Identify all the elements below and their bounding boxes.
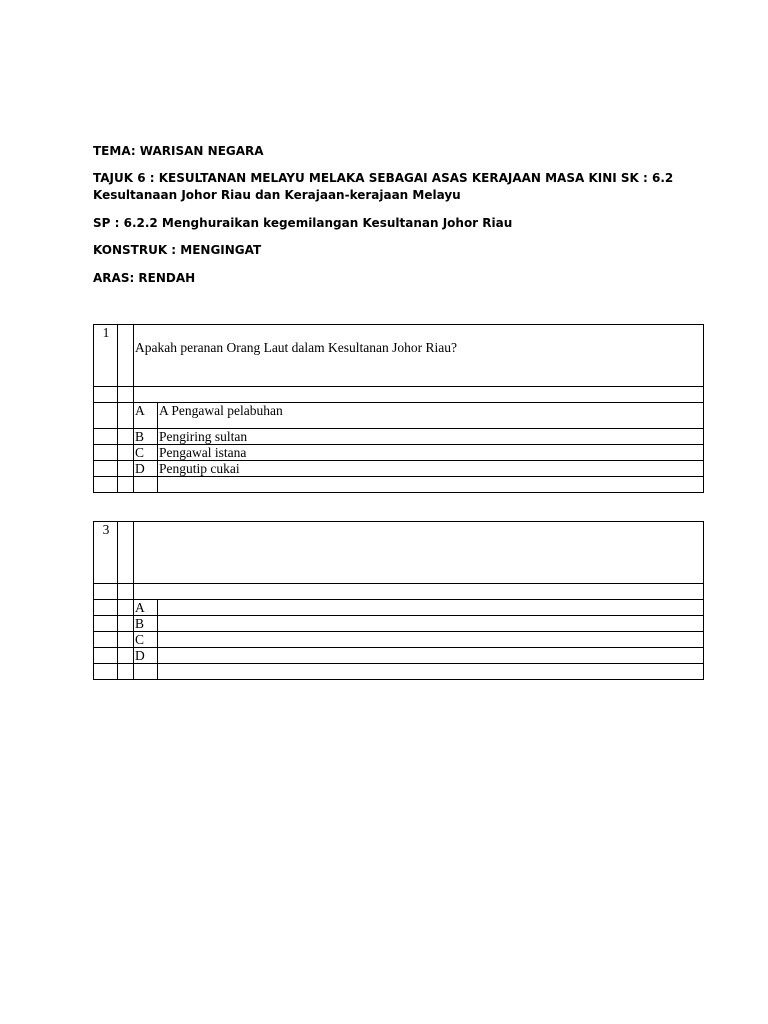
option-letter: A	[134, 600, 158, 616]
blank-row	[94, 387, 704, 403]
question-number: 1	[94, 325, 118, 387]
option-text	[158, 600, 704, 616]
option-letter: D	[134, 461, 158, 477]
option-row-c	[94, 632, 704, 648]
option-text: Pengiring sultan	[158, 429, 704, 445]
blank-row	[94, 477, 704, 493]
option-row-d	[94, 461, 704, 477]
option-text: A Pengawal pelabuhan	[158, 403, 704, 429]
option-row-b	[94, 616, 704, 632]
aras-heading: ARAS: RENDAH	[93, 271, 196, 285]
option-text: Pengutip cukai	[158, 461, 704, 477]
blank-row	[94, 584, 704, 600]
option-text: Pengawal istana	[158, 445, 704, 461]
option-row-c	[94, 445, 704, 461]
option-text	[158, 616, 704, 632]
option-row-a	[94, 600, 704, 616]
option-text	[158, 648, 704, 664]
spacer-cell	[118, 522, 134, 584]
option-letter: C	[134, 632, 158, 648]
question-table-1	[93, 324, 704, 493]
option-letter: A	[134, 403, 158, 429]
konstruk-heading: KONSTRUK : MENGINGAT	[93, 243, 262, 257]
question-number: 3	[94, 522, 118, 584]
sp-heading: SP : 6.2.2 Menghuraikan kegemilangan Kesultanan Johor Riau	[93, 216, 513, 230]
spacer-cell	[118, 325, 134, 387]
question-row	[94, 325, 704, 387]
option-letter: B	[134, 429, 158, 445]
question-row	[94, 522, 704, 584]
option-text	[158, 632, 704, 648]
option-row-a	[94, 403, 704, 429]
question-text	[134, 522, 704, 584]
question-table-3	[93, 521, 704, 680]
option-row-d	[94, 648, 704, 664]
option-letter: B	[134, 616, 158, 632]
option-letter: C	[134, 445, 158, 461]
tema-heading: TEMA: WARISAN NEGARA	[93, 144, 264, 158]
tajuk-line-1: TAJUK 6 : KESULTANAN MELAYU MELAKA SEBAGAI ASAS KERAJAAN MASA KINI SK : 6.2	[93, 171, 674, 185]
tajuk-line-2: Kesultanaan Johor Riau dan Kerajaan-kerajaan Melayu	[93, 188, 461, 202]
blank-row	[94, 664, 704, 680]
option-row-b	[94, 429, 704, 445]
option-letter: D	[134, 648, 158, 664]
tajuk-heading	[93, 170, 693, 204]
question-text: Apakah peranan Orang Laut dalam Kesultanan Johor Riau?	[134, 325, 704, 387]
